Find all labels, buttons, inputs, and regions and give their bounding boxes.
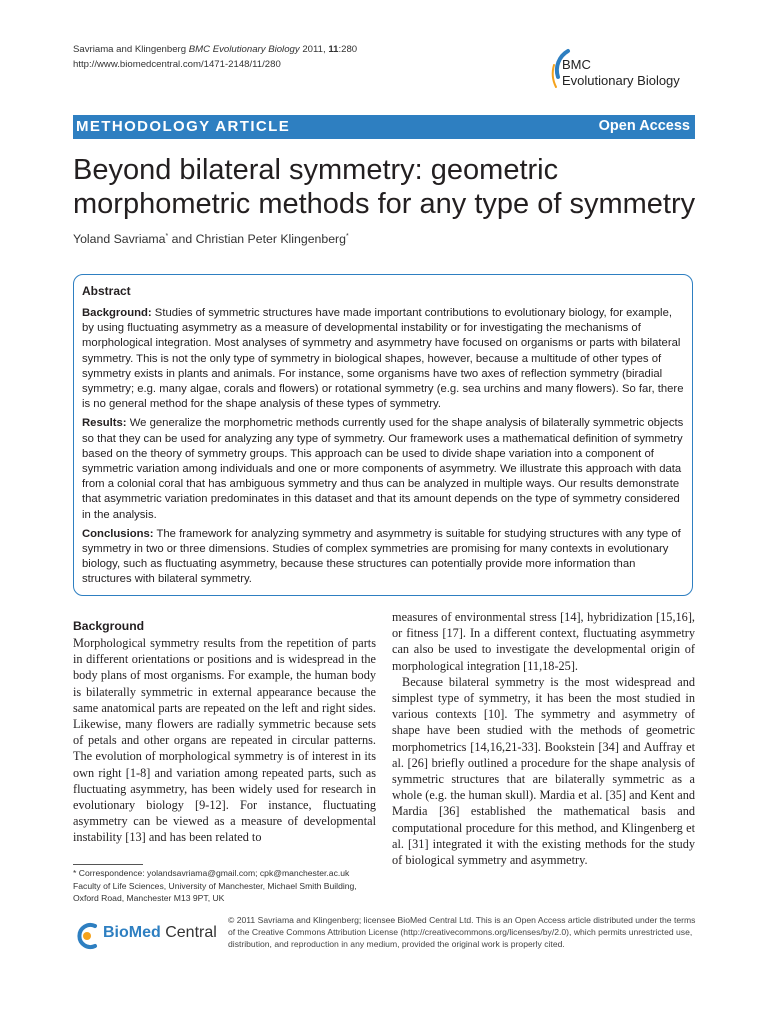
- abstract-background-text: Studies of symmetric structures have made important contributions to evolutionary biology, for example, by using fluctuating asymmetry as a measure of developmental instability or for investigating the mechanisms of morphological integration. Most analyses of symmetry and asymmetry have focused on organisms or parts with bilateral symmetry. This is not the only type of symmetry in biological shapes, however, because a multitude of other types of symmetry exists in plants and animals. For instance, some organisms have two axes of reflection symmetry (biradial symmetry; e.g. many algae, corals and flowers) or rotational symmetry (e.g. sea urchins and many flowers). So far, there is no general method for the shape analysis of these types of symmetry.: [82, 307, 684, 411]
- abstract-body: [82, 306, 686, 592]
- publisher-logo-central: Central: [160, 924, 217, 941]
- citation-volume: 11: [328, 44, 339, 55]
- publisher-logo: [73, 918, 223, 950]
- body-paragraph: measures of environmental stress [14], hybridization [15,16], or fitness [17]. In a different context, fluctuating asymmetry can also be used to investigate the developmental origin of morphological integration [11,18-25].: [392, 610, 695, 673]
- author-separator: and: [168, 232, 196, 246]
- author-list: [73, 232, 349, 246]
- footnote-divider: [73, 864, 143, 865]
- article-type-label: METHODOLOGY ARTICLE: [76, 118, 291, 135]
- abstract-background: [82, 306, 686, 412]
- abstract-background-label: Background:: [82, 307, 152, 319]
- citation-header: [73, 42, 357, 72]
- body-column-right: [392, 609, 695, 868]
- article-type-banner: [73, 115, 695, 139]
- license-statement: © 2011 Savriama and Klingenberg; licensee BioMed Central Ltd. This is an Open Access article distributed under the terms of the Creative Commons Attribution License (http://creativecommons.org/licenses/by/2.0), which permits unrestricted use, distribution, and reproduction in any medium, provided the original work is properly cited.: [228, 915, 696, 949]
- abstract-conclusions-label: Conclusions:: [82, 527, 154, 540]
- article-title-line2: morphometric methods for any type of symmetry: [73, 188, 696, 220]
- abstract-conclusions: [82, 527, 686, 588]
- correspondence-footnote: [73, 867, 393, 905]
- footnote-address: Oxford Road, Manchester M13 9PT, UK: [73, 893, 225, 903]
- article-title: [73, 153, 713, 221]
- citation-url[interactable]: http://www.biomedcentral.com/1471-2148/11/280: [73, 59, 281, 70]
- citation-page: :280: [338, 44, 358, 55]
- open-access-label: Open Access: [598, 118, 690, 134]
- section-heading: Background: [73, 619, 145, 633]
- journal-logo-line1: BMC: [562, 57, 591, 72]
- body-column-left: [73, 618, 376, 846]
- corresponding-mark: *: [346, 232, 349, 240]
- publisher-logo-text: [103, 924, 217, 942]
- body-paragraph: Because bilateral symmetry is the most widespread and simplest type of symmetry, it has been the most studied in various contexts [10]. The symmetry and asymmetry of shape have been studied with the methods of geometric morphometrics [14,16,21-33]. Bookstein [34] and Auffray et al. [26] briefly outlined a procedure for the shape analysis of symmetric structures that are bilaterally symmetric as a whole (e.g. the human skull). Mardia et al. [35] and Kent and Mardia [36] established the mathematical basis and computational procedure for this method, and Klingenberg et al. [31] integrated it with the existing methods for the study of biological symmetry and asymmetry.: [392, 674, 695, 868]
- journal-logo: [548, 45, 708, 95]
- abstract-heading: Abstract: [82, 284, 131, 298]
- abstract-results-label: Results:: [82, 417, 127, 430]
- author-name: Yoland Savriama: [73, 232, 166, 246]
- footnote-affiliation: Faculty of Life Sciences, University of Manchester, Michael Smith Building,: [73, 880, 357, 891]
- body-paragraph: Morphological symmetry results from the repetition of parts in different orientations or positions and is widespread in the body plans of most organisms. For example, the human body is bilaterally symmetric in external appearance because the same anatomical parts are repeated on the left and right sides. Likewise, many flowers are radially symmetric because sets of petals and other organs are repeated in circular patterns. The evolution of morphological symmetry is of interest in its own right [1-8] and variation among repeated parts, such as fluctuating asymmetry, has been widely used for research in evolutionary biology [9-12]. For instance, fluctuating asymmetry can be viewed as a measure of developmental instability [13] and has been related to: [73, 636, 376, 845]
- citation-authors: Savriama and Klingenberg: [73, 44, 187, 55]
- abstract-results-text: We generalize the morphometric methods currently used for the shape analysis of bilaterally symmetric objects so that they can be used for analyzing any type of symmetry. Our framework uses a mathematical definition of symmetry based on the theory of symmetry groups. This approach can be used to divide shape variation into a component of symmetric variation among individuals and one or more components of asymmetry. We illustrate this approach with data from a colonial coral that has ambiguous symmetry and thus can be analyzed in multiple ways. Our results demonstrate that asymmetric variation predominates in this dataset and that its amount depends on the type of symmetry considered in the analysis.: [82, 417, 684, 521]
- journal-logo-text: [562, 57, 680, 89]
- publisher-logo-icon: [73, 920, 101, 952]
- corresponding-mark: *: [165, 232, 169, 240]
- citation-year: 2011,: [302, 44, 326, 55]
- footnote-correspondence: * Correspondence: yolandsavriama@gmail.com; cpk@manchester.ac.uk: [73, 868, 350, 878]
- journal-logo-line2: Evolutionary Biology: [562, 73, 680, 88]
- abstract-conclusions-text: The framework for analyzing symmetry and asymmetry is suitable for studying structures with any type of symmetry in two or three dimensions. Studies of complex symmetries are promising for many contexts in evolutionary biology, such as fluctuating asymmetry, because these structures can potentially provide more information than structures with bilateral symmetry.: [82, 527, 681, 586]
- citation-line: [73, 42, 357, 57]
- author-name: Christian Peter Klingenberg: [195, 232, 346, 246]
- citation-journal: BMC Evolutionary Biology: [188, 44, 300, 55]
- article-title-line1: Beyond bilateral symmetry: geometric: [73, 154, 559, 186]
- publisher-logo-biomed: BioMed: [103, 924, 161, 941]
- abstract-box: [73, 274, 693, 596]
- abstract-results: [82, 416, 686, 522]
